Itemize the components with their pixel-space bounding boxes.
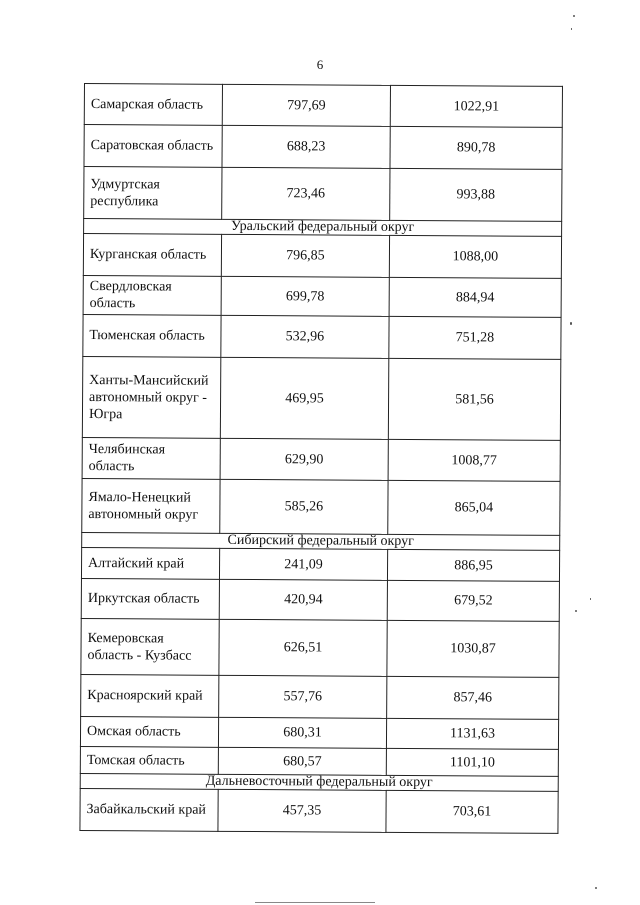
value-column-2: 886,95 [387, 549, 559, 581]
value-column-2: 679,52 [387, 580, 559, 621]
scan-speck [595, 887, 597, 889]
district-header: Уральский федеральный округ [84, 219, 562, 237]
value-column-1: 420,94 [219, 579, 387, 620]
region-name: Курганская область [83, 234, 221, 277]
table-row [84, 167, 562, 222]
scan-speck [590, 598, 591, 600]
region-name: Омская область [80, 716, 218, 747]
table-row [84, 125, 562, 170]
value-column-1: 688,23 [222, 125, 390, 168]
region-name: Ханты-Мансийский автономный округ - Югра [82, 356, 220, 438]
region-name: Тюменская область [83, 314, 221, 357]
table-row [80, 788, 558, 833]
value-column-1: 797,69 [222, 84, 390, 126]
value-column-1: 796,85 [221, 234, 389, 277]
table-row [81, 618, 559, 677]
table-row [80, 716, 558, 749]
value-column-1: 532,96 [221, 315, 389, 358]
value-column-2: 1088,00 [389, 235, 561, 278]
region-name: Удмуртская республика [84, 167, 222, 220]
value-column-2: 993,88 [390, 168, 562, 221]
value-column-2: 1101,10 [386, 748, 558, 776]
region-name: Свердловская область [83, 275, 221, 315]
scan-speck [573, 15, 575, 17]
table-row [81, 547, 559, 581]
value-column-2: 1008,77 [388, 439, 560, 481]
region-name: Ямало-Ненецкий автономный округ [82, 478, 220, 533]
table-row [80, 746, 558, 776]
value-column-1: 469,95 [220, 357, 388, 439]
value-column-1: 680,31 [218, 717, 386, 748]
value-column-1: 241,09 [219, 548, 387, 580]
table-row [82, 356, 560, 440]
value-column-1: 680,57 [218, 747, 386, 775]
value-column-2: 865,04 [388, 480, 560, 535]
value-column-2: 1131,63 [386, 718, 558, 749]
region-name: Томская область [80, 746, 218, 774]
scan-speck [571, 28, 572, 30]
table-row [82, 437, 560, 481]
value-column-2: 884,94 [389, 277, 561, 317]
region-name: Кемеровская область - Кузбасс [81, 618, 219, 675]
table-row [81, 578, 559, 621]
value-column-1: 723,46 [222, 167, 390, 220]
region-name: Челябинская область [82, 437, 220, 479]
value-column-2: 703,61 [386, 790, 558, 833]
value-column-2: 751,28 [389, 316, 561, 359]
value-column-1: 457,35 [218, 789, 386, 832]
page-number: 6 [316, 57, 324, 72]
value-column-1: 557,76 [219, 675, 387, 718]
value-column-2: 1022,91 [390, 85, 562, 127]
region-name: Забайкальский край [80, 788, 218, 831]
value-column-1: 629,90 [220, 438, 388, 480]
region-name: Иркутская область [81, 578, 219, 619]
table-row [83, 314, 561, 359]
value-column-1: 585,26 [220, 479, 388, 534]
district-header: Сибирский федеральный округ [82, 532, 560, 550]
value-column-2: 1030,87 [387, 620, 559, 677]
region-name: Самарская область [84, 84, 222, 126]
scan-speck [575, 610, 577, 612]
regions-table [79, 83, 563, 834]
region-name: Саратовская область [84, 125, 222, 168]
value-column-2: 857,46 [387, 676, 559, 719]
table-row [84, 84, 562, 128]
table-row [82, 478, 560, 535]
region-name: Красноярский край [81, 674, 219, 717]
value-column-1: 699,78 [221, 276, 389, 316]
table-row [81, 674, 559, 719]
table-row [83, 234, 561, 279]
value-column-2: 890,78 [390, 126, 562, 169]
value-column-1: 626,51 [219, 619, 387, 676]
scan-speck [570, 322, 572, 325]
region-name: Алтайский край [81, 547, 219, 579]
scan-edge-line [255, 902, 375, 903]
value-column-2: 581,56 [388, 358, 560, 440]
table-row [83, 275, 561, 317]
district-header: Дальневосточный федеральный округ [80, 773, 558, 791]
